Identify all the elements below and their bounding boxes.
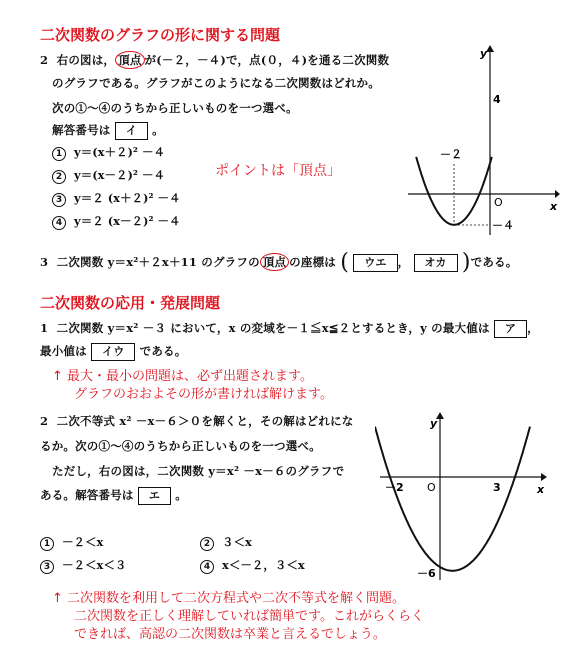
q1-text: 最小値は	[40, 344, 87, 358]
period: 。	[175, 488, 187, 502]
s2-option-4	[200, 557, 305, 574]
note-2-line2: 二次関数を正しく理解していれば簡単です。これがらくらく	[74, 609, 424, 624]
question-number: 1	[40, 321, 49, 335]
option-mark: 2	[52, 170, 66, 184]
note-2-line3: できれば、高認の二次関数は卒業と言えるでしょう。	[74, 627, 386, 642]
option-text: y＝２ (x－２)² －４	[74, 214, 181, 228]
answer-box-oka: オカ	[414, 254, 458, 272]
parabola-2	[375, 427, 530, 571]
option-4	[52, 213, 180, 230]
option-3	[52, 190, 180, 207]
q2-text: 右の図は，	[56, 53, 116, 67]
y-arrow	[486, 45, 494, 52]
note-1-line1: ↑ 最大・最小の問題は、必ず出題されます。	[52, 369, 313, 384]
option-text: y＝(x＋２)² －４	[74, 145, 165, 159]
s2-question-2-line1	[40, 413, 353, 429]
origin-label: O	[427, 481, 436, 494]
q2-text: 二次不等式 x² －x－６＞０を解くと，その解はどれにな	[56, 414, 354, 428]
option-text: y＝２ (x＋２)² －４	[74, 191, 181, 205]
section1-title: 二次関数のグラフの形に関する問題	[40, 26, 281, 44]
option-mark: 2	[200, 537, 214, 551]
answer-label: 解答番号は	[52, 123, 111, 137]
label-ym6: －6	[417, 567, 436, 580]
s2-question-1-line1	[40, 320, 539, 338]
q1-text: 二次関数 y＝x² －３ において，x の変域を－１≦x≦２とするとき，y の最大値は	[56, 321, 490, 335]
option-1	[52, 144, 165, 161]
label-y4: 4	[493, 93, 501, 106]
answer-box-a: ア	[494, 320, 527, 338]
x-arrow	[555, 190, 560, 198]
option-mark: 4	[52, 216, 66, 230]
label-xm2: －２	[440, 148, 462, 161]
s2-option-2	[200, 534, 252, 551]
s2-question-2-line3: ただし，右の図は，二次関数 y＝x² －x－６のグラフで	[52, 464, 345, 478]
option-mark: 3	[52, 193, 66, 207]
option-mark: 1	[52, 147, 66, 161]
label-xm2: －2	[385, 481, 404, 494]
option-mark: 4	[200, 560, 214, 574]
origin-label: O	[494, 196, 503, 209]
x-arrow	[541, 473, 547, 481]
option-text: x＜－２，３＜x	[222, 558, 305, 572]
y-axis-label: y	[480, 47, 488, 60]
note-1-line2: グラフのおおよその形が書ければ解けます。	[74, 387, 333, 402]
answer-box: イ	[115, 122, 148, 140]
y-arrow	[436, 412, 444, 419]
label-x3: 3	[493, 481, 501, 494]
vertex-circled: 頂点	[260, 253, 289, 271]
period: 。	[152, 123, 164, 137]
answer-box-e: エ	[138, 487, 171, 505]
s2-question-1-line2	[40, 343, 186, 361]
answer-box-ue: ウエ	[353, 254, 397, 272]
vertex-circled: 頂点	[115, 51, 144, 69]
question-2-line2: のグラフである。グラフがこのようになる二次関数はどれか。	[52, 76, 380, 90]
comma: ，	[527, 321, 539, 335]
s2-option-3	[40, 557, 126, 574]
q2-text: ある。解答番号は	[40, 488, 134, 502]
note-2-line1: ↑ 二次関数を利用して二次方程式や二次不等式を解く問題。	[52, 591, 406, 606]
question-number: 3	[40, 255, 49, 269]
question-number: 2	[40, 414, 49, 428]
question-number: 2	[40, 53, 49, 67]
option-text: ３＜x	[222, 535, 252, 549]
option-mark: 1	[40, 537, 54, 551]
x-axis-label: x	[537, 483, 545, 496]
option-text: y＝(x－２)² －４	[74, 168, 165, 182]
q3-text: である。	[470, 255, 518, 269]
option-2	[52, 167, 165, 184]
question-2-line3: 次の①～④のうちから正しいものを一つ選べ。	[52, 101, 298, 115]
option-mark: 3	[40, 560, 54, 574]
q1-text: である。	[139, 344, 187, 358]
option-text: －２＜x	[62, 535, 104, 549]
section2-title: 二次関数の応用・発展問題	[40, 294, 221, 312]
graph-2	[375, 405, 550, 583]
q3-text: 二次関数 y＝x²＋２x＋11 のグラフの	[56, 255, 260, 269]
answer-line	[52, 122, 164, 140]
q2-text: が(－２，－４)で，点(０，４)を通る二次関数	[144, 53, 390, 67]
point-note: ポイントは「頂点」	[215, 163, 341, 179]
q3-text: の座標は	[289, 255, 336, 269]
s2-question-2-line2: るか。次の①～④のうちから正しいものを一つ選べ。	[40, 439, 321, 453]
label-ym4: －４	[492, 219, 514, 232]
y-axis-label: y	[430, 417, 438, 430]
answer-box-iu: イウ	[91, 343, 135, 361]
question-2-line1	[40, 51, 389, 69]
s2-question-2-line4	[40, 487, 187, 505]
s2-option-1	[40, 534, 103, 551]
question-3: 3 二次関数 y＝x²＋２x＋11 のグラフの 頂点 の座標は ( ウエ ， オカ )である。	[40, 250, 518, 275]
graph-1	[400, 40, 560, 240]
option-text: －２＜x＜３	[62, 558, 127, 572]
x-axis-label: x	[550, 200, 558, 213]
parabola-1	[416, 157, 492, 225]
comma: ，	[397, 255, 410, 269]
